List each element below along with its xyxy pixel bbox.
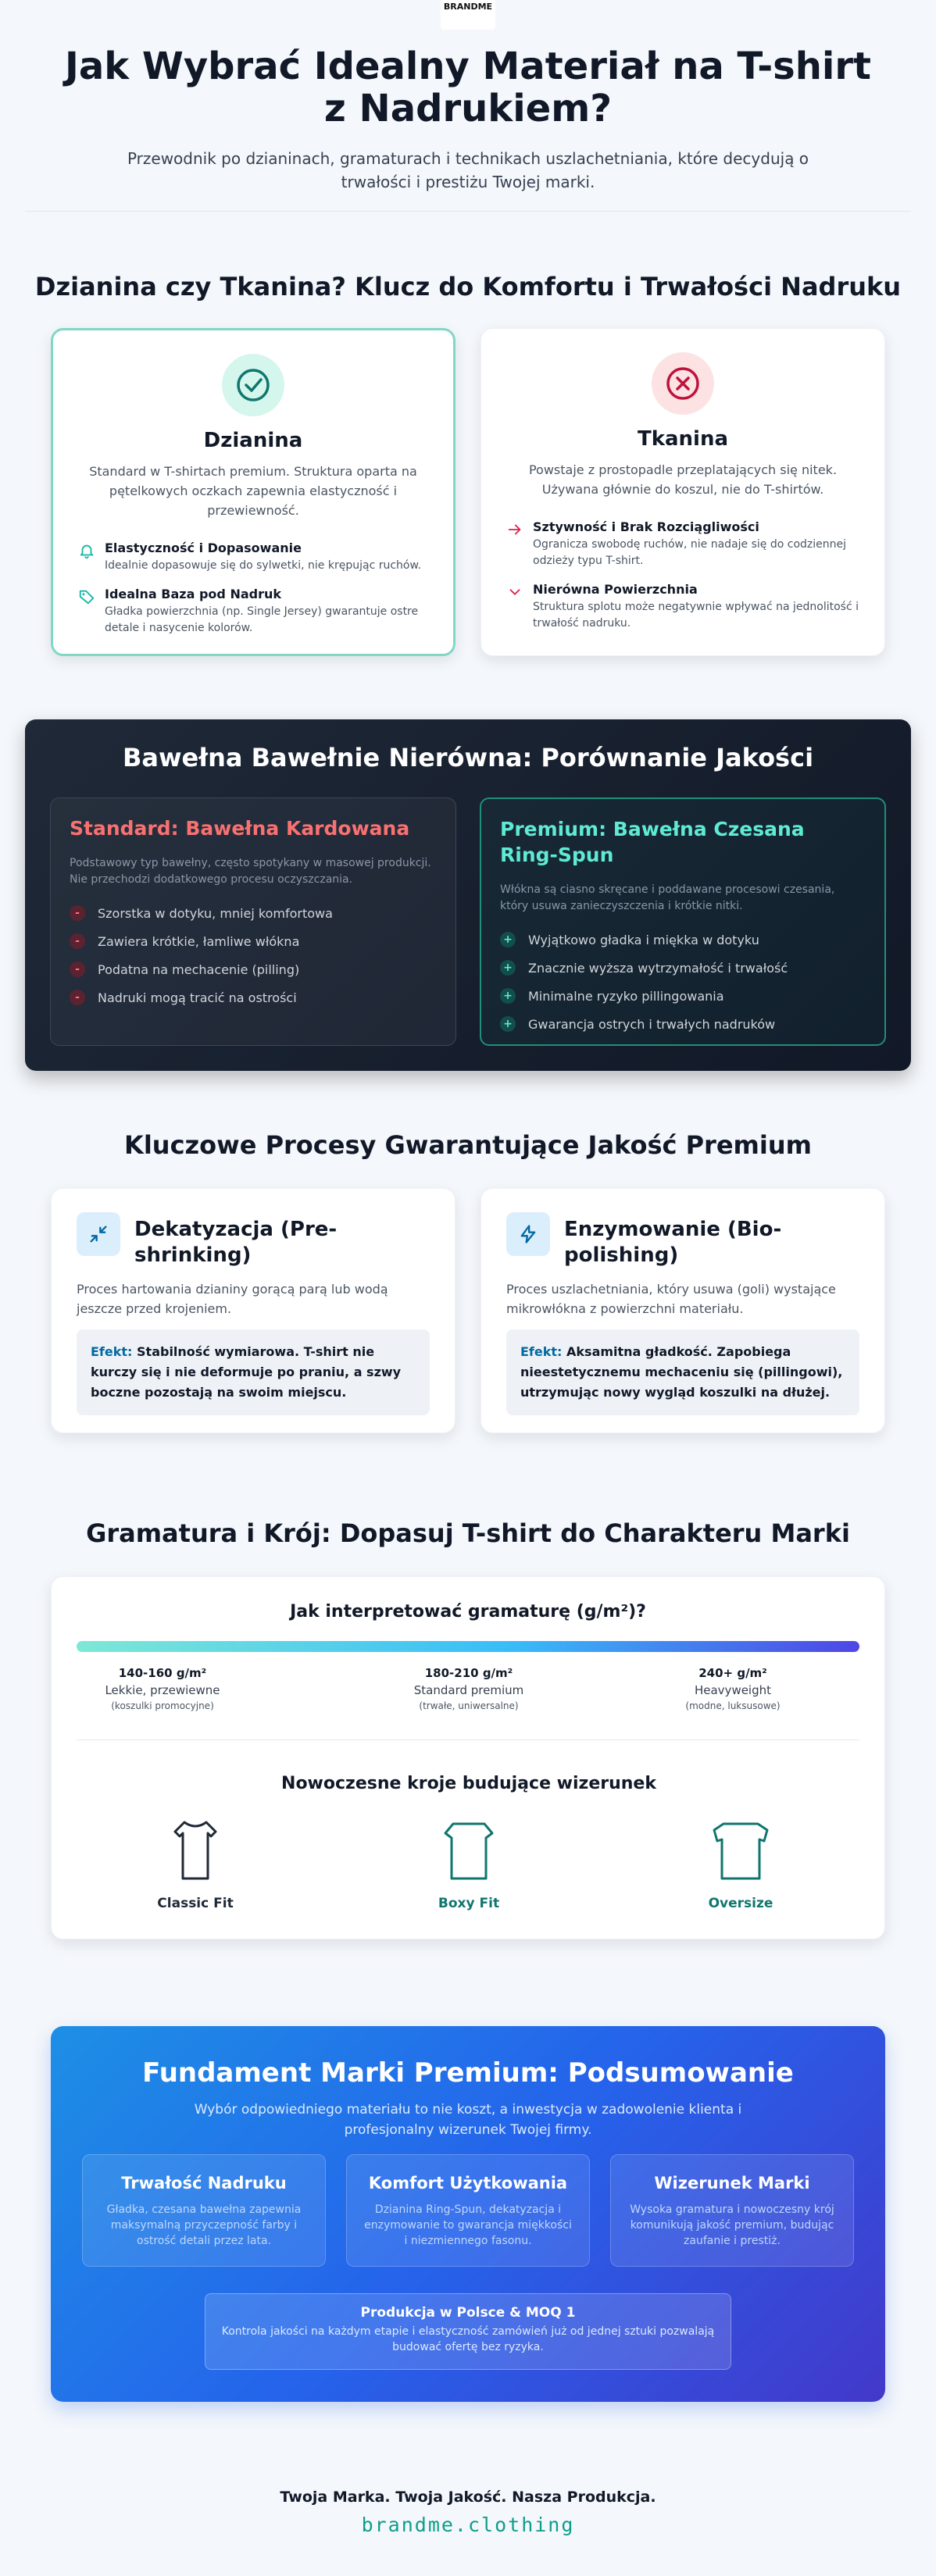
woven-card <box>481 328 885 656</box>
production-badge: Produkcja w Polsce & MOQ 1 Kontrola jakości na każdym etapie i elastyczność zamówień już od jednej sztuki pozwalają budować ofertę bez ryzyka. <box>205 2293 731 2370</box>
weight-subtitle: Jak interpretować gramaturę (g/m²)? <box>290 1602 646 1622</box>
footer <box>0 2489 936 2536</box>
minus-icon: - <box>70 990 85 1005</box>
fits-title: Nowoczesne kroje budujące wizerunek <box>281 1774 656 1793</box>
tag-icon <box>78 587 105 637</box>
fit-classic: Classic Fit <box>117 1818 273 1911</box>
tshirt-oversize-icon <box>663 1818 819 1885</box>
knit-title: Dzianina <box>203 429 303 452</box>
shrink-arrows-icon <box>77 1212 120 1256</box>
plus-icon: + <box>500 988 516 1004</box>
header-divider <box>25 211 911 212</box>
feature-text: Struktura splotu może negatywnie wpływać na jednolitość i trwałość nadruku. <box>533 601 859 630</box>
knit-description: Standard w T-shirtach premium. Struktura oparta na pętelkowych oczkach zapewnia elastyczność i przewiewność. <box>89 464 417 518</box>
feature-title: Nierówna Powierzchnia <box>533 582 698 597</box>
woven-title: Tkanina <box>637 427 729 451</box>
plus-icon: + <box>500 960 516 976</box>
divider <box>77 1739 859 1740</box>
weight-section-title: Gramatura i Krój: Dopasuj T-shirt do Charakteru Marki <box>86 1518 850 1548</box>
summary-section <box>51 2026 885 2402</box>
premium-cotton-title: Premium: Bawełna Czesana Ring-Spun <box>500 818 805 866</box>
weight-range: 140-160 g/m² Lekkie, przewiewne (koszulki promocyjne) <box>105 1666 220 1711</box>
plus-icon: + <box>500 932 516 947</box>
brand-logo[interactable]: BRANDME <box>441 0 495 30</box>
x-circle-icon <box>652 352 714 415</box>
minus-icon: - <box>70 905 85 921</box>
list-item: + Znacznie wyższa wytrzymałość i trwałość <box>500 954 866 982</box>
cotton-comparison-section <box>25 719 911 1071</box>
lightning-icon <box>506 1212 550 1256</box>
weight-scale-bar <box>77 1641 859 1652</box>
standard-cotton-title: Standard: Bawełna Kardowana <box>70 817 410 840</box>
chevron-down-icon <box>506 582 533 632</box>
page-title: Jak Wybrać Idealny Materiał na T-shirt z Nadrukiem? <box>65 45 871 130</box>
footer-url-link[interactable]: brandme.clothing <box>361 2514 575 2536</box>
summary-description: Wybór odpowiedniego materiału to nie koszt, a inwestycja w zadowolenie klienta i profesjonalny wizerunek Twojej firmy. <box>194 2102 742 2138</box>
fabric-section-title: Dzianina czy Tkanina? Klucz do Komfortu i Trwałości Nadruku <box>34 272 902 301</box>
tshirt-boxy-icon <box>391 1818 547 1885</box>
weight-range: 240+ g/m² Heavyweight (modne, luksusowe) <box>685 1666 781 1711</box>
knit-feature <box>78 541 428 574</box>
list-item: + Minimalne ryzyko pillingowania <box>500 982 866 1010</box>
process-card-preshrinking <box>51 1188 455 1433</box>
knit-feature <box>78 587 428 637</box>
list-item: - Zawiera krótkie, łamliwe włókna <box>70 927 437 955</box>
process-description: Proces uszlachetniania, który usuwa (goli) wystające mikrowłókna z powierzchni materiału. <box>506 1282 836 1316</box>
list-item: - Podatna na mechacenie (pilling) <box>70 955 437 983</box>
premium-cotton-card <box>480 797 886 1046</box>
process-effect: Efekt: Stabilność wymiarowa. T-shirt nie kurczy się i nie deformuje po praniu, a szwy boczne pozostają na swoim miejscu. <box>77 1329 430 1415</box>
process-title: Dekatyzacja (Pre-shrinking) <box>134 1218 338 1267</box>
arrow-right-icon <box>506 519 533 569</box>
feature-title: Idealna Baza pod Nadruk <box>105 587 281 601</box>
woven-feature <box>506 519 859 569</box>
process-title: Enzymowanie (Bio-polishing) <box>564 1218 782 1267</box>
list-item: + Gwarancja ostrych i trwałych nadruków <box>500 1010 866 1038</box>
weight-card <box>51 1576 885 1939</box>
list-item: - Szorstka w dotyku, mniej komfortowa <box>70 899 437 927</box>
tshirt-classic-icon <box>117 1818 273 1885</box>
knit-card <box>51 328 455 656</box>
feature-text: Ogranicza swobodę ruchów, nie nadaje się do codziennej odzieży typu T-shirt. <box>533 538 847 567</box>
fit-boxy: Boxy Fit <box>391 1818 547 1911</box>
standard-cotton-desc: Podstawowy typ bawełny, często spotykany w masowej produkcji. Nie przechodzi dodatkowego procesu oczyszczania. <box>70 857 431 886</box>
check-circle-icon <box>222 354 284 416</box>
footer-tagline: Twoja Marka. Twoja Jakość. Nasza Produkcja. <box>280 2489 656 2506</box>
woven-description: Powstaje z prostopadle przeplatających się nitek. Używana głównie do koszul, nie do T-shirtów. <box>528 462 838 497</box>
summary-card: Komfort Użytkowania Dzianina Ring-Spun, dekatyzacja i enzymowanie to gwarancja miękkości i niezmiennego fasonu. <box>346 2154 590 2267</box>
summary-card: Wizerunek Marki Wysoka gramatura i nowoczesny krój komunikują jakość premium, budując zaufanie i prestiż. <box>610 2154 854 2267</box>
process-effect: Efekt: Aksamitna gładkość. Zapobiega nieestetycznemu mechaceniu się (pillingowi), utrzymując nowy wygląd koszulki na dłużej. <box>506 1329 859 1415</box>
premium-cotton-desc: Włókna są ciasno skręcane i poddawane procesowi czesania, który usuwa zanieczyszczenia i krótkie nitki. <box>500 883 835 912</box>
cotton-section-title: Bawełna Bawełnie Nierówna: Porównanie Jakości <box>122 743 814 772</box>
weight-range: 180-210 g/m² Standard premium (trwałe, uniwersalne) <box>413 1666 524 1711</box>
list-item: - Nadruki mogą tracić na ostrości <box>70 983 437 1011</box>
process-card-biopolishing <box>481 1188 885 1433</box>
list-item: + Wyjątkowo gładka i miękka w dotyku <box>500 926 866 954</box>
premium-cotton-list <box>500 926 866 1038</box>
fit-oversize: Oversize <box>663 1818 819 1911</box>
minus-icon: - <box>70 962 85 977</box>
plus-icon: + <box>500 1016 516 1032</box>
process-description: Proces hartowania dzianiny gorącą parą lub wodą jeszcze przed krojeniem. <box>77 1282 388 1316</box>
feature-title: Elastyczność i Dopasowanie <box>105 541 302 555</box>
standard-cotton-list <box>70 899 437 1011</box>
minus-icon: - <box>70 933 85 949</box>
feature-text: Gładka powierzchnia (np. Single Jersey) gwarantuje ostre detale i nasycenie kolorów. <box>105 605 419 634</box>
summary-card: Trwałość Nadruku Gładka, czesana bawełna zapewnia maksymalną przyczepność farby i ostrość detali przez lata. <box>82 2154 326 2267</box>
bell-icon <box>78 541 105 574</box>
standard-cotton-card <box>50 797 456 1046</box>
page-subtitle: Przewodnik po dzianinach, gramaturach i technikach uszlachetniania, które decydują o trwałości i prestiżu Twojej marki. <box>127 149 809 191</box>
summary-title: Fundament Marki Premium: Podsumowanie <box>142 2057 794 2089</box>
page-header <box>0 45 936 194</box>
feature-text: Idealnie dopasowuje się do sylwetki, nie krępując ruchów. <box>105 559 422 572</box>
feature-title: Sztywność i Brak Rozciągliwości <box>533 519 759 534</box>
processes-section-title: Kluczowe Procesy Gwarantujące Jakość Premium <box>124 1130 812 1160</box>
woven-feature <box>506 582 859 632</box>
